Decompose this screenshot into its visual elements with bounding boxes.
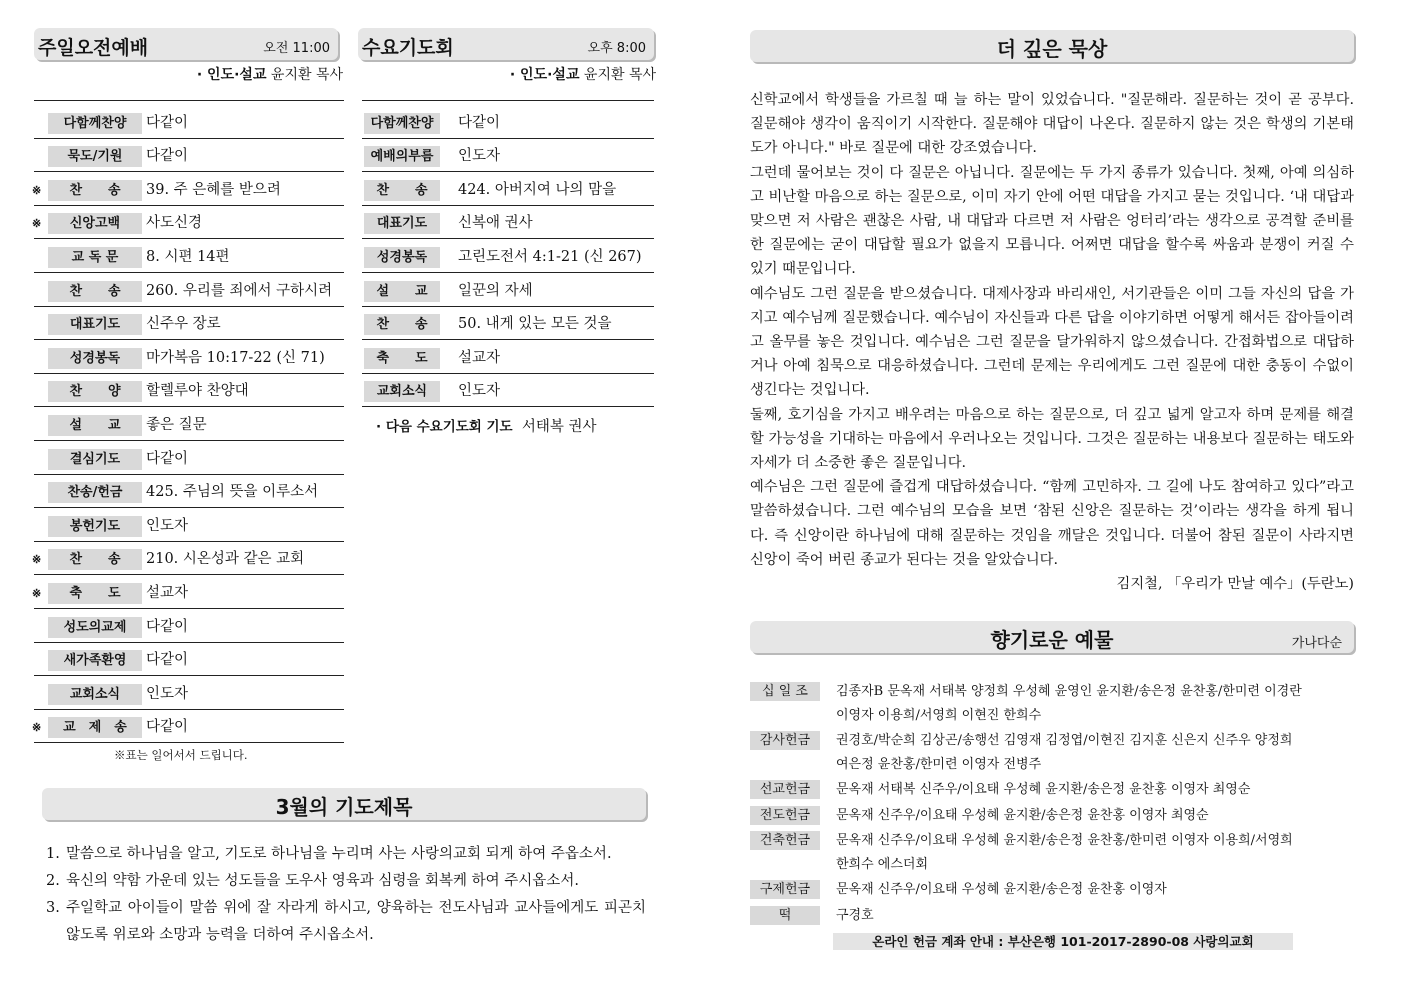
order-row xyxy=(34,239,344,273)
order-value: 신복애 권사 xyxy=(458,215,533,232)
order-value: 다같이 xyxy=(146,450,189,467)
order-row xyxy=(362,206,654,240)
order-label: 찬 양 xyxy=(48,381,142,402)
offering-names xyxy=(836,729,1336,776)
order-label: 찬 송 xyxy=(48,281,142,302)
order-row xyxy=(34,340,344,374)
prayer-item: 3. 주일학교 아이들이 말씀 위에 잘 자라게 하시고, 양육하는 전도사님과 교사들에게도 피곤치 않도록 위로와 소망과 능력을 더하여 주시옵소서. xyxy=(46,900,646,943)
next-wednesday-prayer xyxy=(376,415,596,436)
order-row xyxy=(362,273,654,307)
order-row xyxy=(362,105,654,139)
order-row xyxy=(34,273,344,307)
order-value: 고린도전서 4:1-21 (신 267) xyxy=(458,248,642,265)
offering-category: 선교헌금 xyxy=(750,780,820,799)
offering-names-line: 이영자 이용희/서영희 이현진 한희수 xyxy=(836,707,1042,723)
sunday-officiant-label: · 인도·설교 xyxy=(196,67,267,83)
offering-names xyxy=(836,778,1336,802)
meditation-paragraph: 예수님은 그런 질문에 즐겁게 대답하셨습니다. “함께 고민하자. 그 길에 나도 참여하고 있다”라고 말씀하셨습니다. 그런 예수님의 모습을 보면 ‘참된 신앙은 질문하는 것’이라는 생각을 하게 됩니다. 즉 신앙이란 하나님에 대해 질문하는 것임을 깨달은 것입니다. 더불어 참된 질문이 사라지면 신앙이 죽어 버린 종교가 된다는 것을 알았습니다. xyxy=(750,479,1354,568)
online-account-info: 온라인 헌금 계좌 안내 : 부산은행 101-2017-2890-08 사랑의교회 xyxy=(833,933,1293,950)
offering-row xyxy=(750,680,1350,727)
order-value: 인도자 xyxy=(146,517,189,534)
order-value: 할렐루야 찬양대 xyxy=(146,383,249,400)
meditation-paragraph: 그런데 물어보는 것이 다 질문은 아닙니다. 질문에는 두 가지 종류가 있습니다. 첫째, 아예 의심하고 비난할 마음으로 하는 질문으로, 이미 자기 안에 어떤 대답을 가지고 묻는 것입니다. ‘내 대답과 맞으면 저 사람은 괜찮은 사람, 내 대답과 다르면 저 사람은 엉터리’라는 생각으로 공격할 준비를 한 질문에는 굳이 대답할 필요가 없을지 모릅니다. 어쩌면 대답을 할수록 싸움과 분쟁이 커질 수 있기 때문입니다. xyxy=(750,164,1354,278)
order-label: 설 교 xyxy=(364,281,440,302)
sunday-order-list xyxy=(34,105,344,743)
order-value: 좋은 질문 xyxy=(146,416,207,433)
order-row xyxy=(34,643,344,677)
next-prayer-name: 서태복 권사 xyxy=(521,419,597,435)
sunday-time: 오전 11:00 xyxy=(263,41,330,56)
offering-category: 십 일 조 xyxy=(750,682,820,701)
standing-mark: ※ xyxy=(32,217,42,231)
sunday-officiant-name: 윤지환 목사 xyxy=(270,67,343,83)
wednesday-officiant-label: · 인도·설교 xyxy=(509,67,580,83)
order-label: 교회소식 xyxy=(48,684,142,705)
order-label: 다함께찬양 xyxy=(364,113,440,134)
order-value: 210. 시온성과 같은 교회 xyxy=(146,551,305,568)
order-value: 424. 아버지여 나의 맘을 xyxy=(458,181,617,198)
offering-names xyxy=(836,804,1336,828)
order-value: 설교자 xyxy=(146,584,189,601)
order-row xyxy=(362,340,654,374)
order-value: 사도신경 xyxy=(146,215,203,232)
next-prayer-label: · 다음 수요기도회 기도 xyxy=(376,419,513,435)
order-row xyxy=(34,105,344,139)
order-label: 교 제 송 xyxy=(48,717,142,738)
offering-row xyxy=(750,804,1350,828)
offerings-title: 향기로운 예물 xyxy=(990,628,1114,652)
standing-note: ※표는 일어서서 드립니다. xyxy=(114,748,248,762)
offerings-header xyxy=(750,621,1354,653)
sunday-title: 주일오전예배 xyxy=(38,37,149,59)
order-row xyxy=(34,374,344,408)
offering-row xyxy=(750,904,1350,928)
order-label: 찬 송 xyxy=(48,549,142,570)
order-row xyxy=(362,172,654,206)
order-row xyxy=(34,575,344,609)
order-value: 425. 주님의 뜻을 이루소서 xyxy=(146,484,319,501)
order-value: 8. 시편 14편 xyxy=(146,248,230,265)
order-value: 마가복음 10:17-22 (신 71) xyxy=(146,349,325,366)
order-label: 다함께찬양 xyxy=(48,113,142,134)
offering-names-line: 김종자B 문옥재 서태복 양정희 우성혜 윤영인 윤지환/송은정 윤찬홍/한미련 이경란 xyxy=(836,684,1302,699)
offering-names-line: 한희수 에스더회 xyxy=(836,856,929,872)
order-label: 교 독 문 xyxy=(48,247,142,268)
order-value: 다같이 xyxy=(146,148,189,165)
sunday-top-rule xyxy=(34,100,344,101)
standing-mark: ※ xyxy=(32,553,42,567)
offering-names xyxy=(836,878,1336,902)
wednesday-top-rule xyxy=(362,100,654,101)
order-row xyxy=(362,239,654,273)
sunday-header xyxy=(34,28,338,60)
order-value: 260. 우리를 죄에서 구하시려 xyxy=(146,282,333,299)
order-label: 성도의교제 xyxy=(48,617,142,638)
order-label: 찬 송 xyxy=(364,180,440,201)
wednesday-time: 오후 8:00 xyxy=(587,41,646,56)
order-row xyxy=(362,374,654,408)
offerings-list xyxy=(750,680,1350,929)
order-row xyxy=(34,676,344,710)
prayer-item: 1. 말씀으로 하나님을 알고, 기도로 하나님을 누리며 사는 사랑의교회 되게 하여 주옵소서. xyxy=(46,846,612,862)
order-row xyxy=(34,475,344,509)
order-label: 묵도/기원 xyxy=(48,146,142,167)
order-row xyxy=(34,139,344,173)
offering-names-line: 문옥재 신주우/이요태 우성혜 윤지환/송은정 윤찬홍/한미련 이영자 이용희/서영희 xyxy=(836,833,1293,848)
sunday-officiant xyxy=(197,64,343,84)
order-label: 찬 송 xyxy=(364,314,440,335)
order-row xyxy=(34,307,344,341)
order-label: 새가족환영 xyxy=(48,650,142,671)
order-value: 다같이 xyxy=(146,618,189,635)
offering-row xyxy=(750,878,1350,902)
order-value: 39. 주 은혜를 받으려 xyxy=(146,181,281,198)
order-value: 다같이 xyxy=(458,114,501,131)
offering-row xyxy=(750,729,1350,776)
standing-mark: ※ xyxy=(32,586,42,600)
meditation-citation: 김지철, 「우리가 만날 예수」(두란노) xyxy=(1116,576,1354,593)
offering-names xyxy=(836,680,1336,727)
order-row xyxy=(34,407,344,441)
order-row xyxy=(34,609,344,643)
order-value: 설교자 xyxy=(458,349,501,366)
offering-names-line: 문옥재 신주우/이요태 우성혜 윤지환/송은정 윤찬홍 이영자 최영순 xyxy=(836,807,1209,823)
offering-names-line: 문옥재 신주우/이요태 우성혜 윤지환/송은정 윤찬홍 이영자 xyxy=(836,882,1167,897)
offerings-sort-note: 가나다순 xyxy=(1291,636,1342,651)
order-label: 설 교 xyxy=(48,415,142,436)
offering-row xyxy=(750,778,1350,802)
order-row xyxy=(362,139,654,173)
meditation-title: 더 깊은 묵상 xyxy=(996,37,1108,61)
order-row xyxy=(34,172,344,206)
offering-names xyxy=(836,829,1336,876)
order-label: 축 도 xyxy=(364,348,440,369)
meditation-paragraph: 신학교에서 학생들을 가르칠 때 늘 하는 말이 있었습니다. "질문해라. 질문하는 것이 곧 공부다. 질문해야 생각이 움직이기 시작한다. 질문해야 대답이 나온다. 질문하지 않는 것은 학생의 기본태도가 아니다." 바로 질문에 대한 강조였습니다. xyxy=(750,92,1354,157)
order-row xyxy=(34,441,344,475)
offering-category: 전도헌금 xyxy=(750,806,820,825)
offering-category: 구제헌금 xyxy=(750,880,820,899)
meditation-body xyxy=(750,88,1354,596)
offering-names-line: 여은정 윤찬홍/한미련 이영자 전병주 xyxy=(836,756,1042,772)
wednesday-officiant-name: 윤지환 목사 xyxy=(583,67,656,83)
meditation-header xyxy=(750,30,1354,62)
order-label: 대표기도 xyxy=(48,314,142,335)
order-label: 신앙고백 xyxy=(48,213,142,234)
offering-category: 감사헌금 xyxy=(750,731,820,750)
prayer-list xyxy=(46,841,646,949)
order-value: 일꾼의 자세 xyxy=(458,282,533,299)
meditation-paragraph: 예수님도 그런 질문을 받으셨습니다. 대제사장과 바리새인, 서기관들은 이미 그들 자신의 답을 가지고 예수님께 질문했습니다. 예수님이 자신들과 다른 답을 이야기하면 어떻게 해서든 잡아들이려고 올무를 놓은 것입니다. 예수님은 그런 질문을 달가워하지 않으셨습니다. 간접화법으로 대답하거나 아예 침묵으로 대응하셨습니다. 그런데 문제는 우리에게도 그런 질문에 대한 충동이 수없이 생긴다는 것입니다. xyxy=(750,285,1354,399)
offering-names-line: 구경호 xyxy=(836,907,874,923)
order-row xyxy=(34,542,344,576)
wednesday-header xyxy=(358,28,654,60)
standing-mark: ※ xyxy=(32,721,42,735)
order-value: 인도자 xyxy=(146,685,189,702)
order-label: 교회소식 xyxy=(364,381,440,402)
order-value: 다같이 xyxy=(146,719,189,736)
order-label: 결심기도 xyxy=(48,449,142,470)
offering-category: 떡 xyxy=(750,906,820,925)
order-label: 축 도 xyxy=(48,583,142,604)
order-label: 대표기도 xyxy=(364,213,440,234)
order-row xyxy=(34,206,344,240)
standing-mark: ※ xyxy=(32,183,42,197)
order-label: 예배의부름 xyxy=(364,146,440,167)
order-label: 찬송/헌금 xyxy=(48,482,142,503)
prayer-header xyxy=(42,788,646,820)
order-value: 신주우 장로 xyxy=(146,316,221,333)
order-label: 봉헌기도 xyxy=(48,516,142,537)
wednesday-title: 수요기도회 xyxy=(362,37,454,59)
order-label: 성경봉독 xyxy=(364,247,440,268)
offering-names-line: 권경호/박순희 김상곤/송행선 김영재 김정엽/이현진 김지훈 신은지 신주우 양정희 xyxy=(836,733,1293,748)
order-value: 다같이 xyxy=(146,114,189,131)
order-value: 다같이 xyxy=(146,652,189,669)
order-label: 성경봉독 xyxy=(48,348,142,369)
offering-names xyxy=(836,904,1336,928)
order-row xyxy=(362,307,654,341)
wednesday-order-list xyxy=(362,105,654,407)
offering-names-line: 문옥재 서태복 신주우/이요태 우성혜 윤지환/송은정 윤찬홍 이영자 최영순 xyxy=(836,782,1251,797)
order-value: 50. 내게 있는 모든 것을 xyxy=(458,316,612,333)
prayer-title: 3월의 기도제목 xyxy=(275,795,413,819)
order-value: 인도자 xyxy=(458,383,501,400)
order-value: 인도자 xyxy=(458,148,501,165)
prayer-item: 2. 육신의 약함 가운데 있는 성도들을 도우사 영육과 심령을 회복케 하여 주시옵소서. xyxy=(46,873,579,889)
order-row xyxy=(34,508,344,542)
order-row xyxy=(34,710,344,744)
meditation-paragraph: 둘째, 호기심을 가지고 배우려는 마음으로 하는 질문으로, 더 깊고 넓게 알고자 하며 문제를 해결할 가능성을 기대하는 마음에서 우러나오는 것입니다. 그것은 질문하는 내용보다 질문하는 태도와 자세가 더 소중한 좋은 질문입니다. xyxy=(750,406,1354,472)
order-label: 찬 송 xyxy=(48,180,142,201)
wednesday-officiant xyxy=(510,64,656,84)
offering-row xyxy=(750,829,1350,876)
offering-category: 건축헌금 xyxy=(750,831,820,850)
